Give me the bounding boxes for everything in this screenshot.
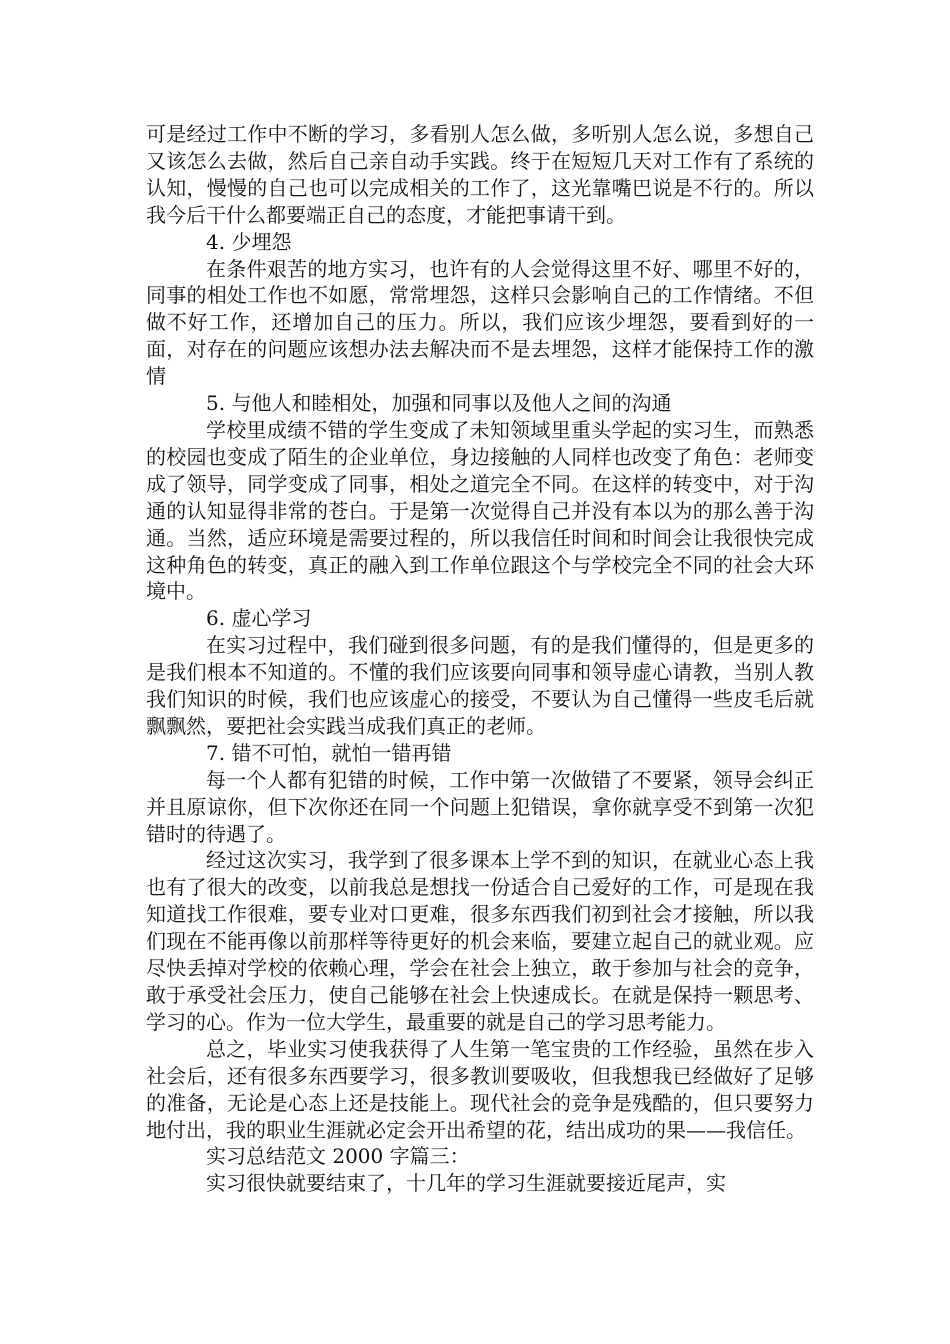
article-heading-part-three: 实习总结范文 2000 字篇三： (206, 1144, 470, 1169)
paragraph-humble-learning: 在实习过程中，我们碰到很多问题，有的是我们懂得的，但是更多的是我们根本不知道的。不懂的我们应该要向同事和领导虚心请教，当别人教我们知识的时候，我们也应该虚心的接受，不要认为自己懂得一些皮毛后就飘飘然，要把社会实践当成我们真正的老师。 (146, 633, 814, 738)
section-heading-5: 5. 与他人和睦相处，加强和同事以及他人之间的沟通 (206, 391, 672, 416)
section-heading-4: 4. 少埋怨 (206, 229, 292, 254)
paragraph-conclusion: 总之，毕业实习使我获得了人生第一笔宝贵的工作经验，虽然在步入社会后，还有很多东西要学习，很多教训要吸收，但我想我已经做好了足够的准备，无论是心态上还是技能上。现代社会的竞争是残酷的，但只要努力地付出，我的职业生涯就必定会开出希望的花，结出成功的果——我信任。 (146, 1036, 814, 1142)
paragraph-intro: 可是经过工作中不断的学习，多看别人怎么做，多听别人怎么说，多想自己又该怎么去做，然后自己亲自动手实践。终于在短短几天对工作有了系统的认知，慢慢的自己也可以完成相关的工作了，这光靠嘴巴说是不行的。所以我今后干什么都要端正自己的态度，才能把事请干到。 (146, 122, 814, 227)
section-heading-6: 6. 虚心学习 (206, 606, 312, 631)
paragraph-reflection: 经过这次实习，我学到了很多课本上学不到的知识，在就业心态上我也有了很大的改变，以前我总是想找一份适合自己爱好的工作，可是现在我知道找工作很难，要专业对口更难，很多东西我们初到社会才接触，所以我们现在不能再像以前那样等待更好的机会来临，要建立起自己的就业观。应尽快丢掉对学校的依赖心理，学会在社会上独立，敢于参加与社会的竞争，敢于承受社会压力，使自己能够在社会上快速成长。在就是保持一颗思考、学习的心。作为一位大学生，最重要的就是自己的学习思考能力。 (146, 848, 814, 1034)
section-heading-7: 7. 错不可怕，就怕一错再错 (206, 740, 452, 765)
paragraph-mistakes: 每一个人都有犯错的时候，工作中第一次做错了不要紧，领导会纠正并且原谅你，但下次你还在同一个问题上犯错误，拿你就享受不到第一次犯错时的待遇了。 (146, 767, 814, 846)
paragraph-communication: 学校里成绩不错的学生变成了未知领域里重头学起的实习生，而熟悉的校园也变成了陌生的企业单位，身边接触的人同样也改变了角色：老师变成了领导，同学变成了同事，相处之道完全不同。在这样的转变中，对于沟通的认知显得非常的苍白。于是第一次觉得自己并没有本以为的那么善于沟通。当然，适应环境是需要过程的，所以我信任时间和时间会让我很快完成这种角色的转变，真正的融入到工作单位跟这个与学校完全不同的社会大环境中。 (146, 417, 814, 604)
paragraph-complain-less: 在条件艰苦的地方实习，也许有的人会觉得这里不好、哪里不好的，同事的相处工作也不如愿，常常埋怨，这样只会影响自己的工作情绪。不但做不好工作，还增加自己的压力。所以，我们应该少埋怨，要看到好的一面，对存在的问题应该想办法去解决而不是去埋怨，这样才能保持工作的激情 (146, 256, 814, 389)
paragraph-part-three-start: 实习很快就要结束了，十几年的学习生涯就要接近尾声，实 (206, 1171, 726, 1196)
document-page (146, 121, 814, 1197)
